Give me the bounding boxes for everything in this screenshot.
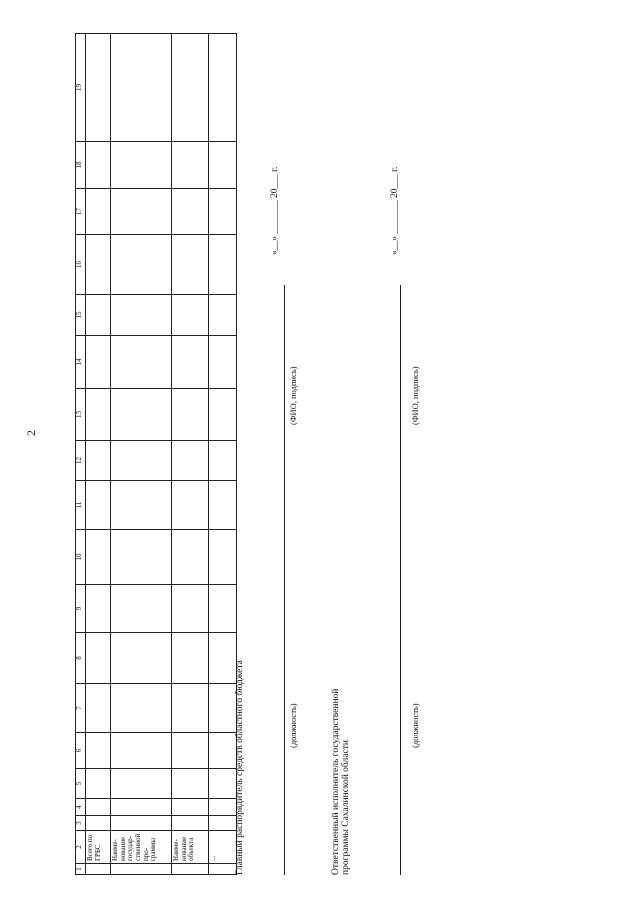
- signature-title: Главный распорядитель средств областного бюджета: [235, 660, 245, 875]
- date-field: «__» _______ 20___ г.: [390, 166, 400, 255]
- table-row: [111, 34, 172, 875]
- table-row: [209, 34, 237, 875]
- col-number: 12: [76, 441, 86, 481]
- col-number: 2: [76, 831, 86, 864]
- name-caption: (ФИО, подпись): [410, 366, 420, 425]
- date-field: «__» _______ 20___ г.: [270, 166, 280, 255]
- col-number: 19: [76, 34, 86, 142]
- col-number: 18: [76, 142, 86, 189]
- col-number: 10: [76, 530, 86, 585]
- col-number: 4: [76, 799, 86, 816]
- col-number: 11: [76, 481, 86, 530]
- col-number: 5: [76, 769, 86, 799]
- row-label: ...: [209, 831, 237, 864]
- rotated-form: [75, 35, 635, 875]
- col-number: 3: [76, 816, 86, 831]
- col-number: 13: [76, 389, 86, 441]
- row-label: Наиме-нование государ-ственной про-граммы: [111, 831, 172, 864]
- signature-title: Ответственный исполнитель государственной программы Сахалинской области: [331, 688, 351, 875]
- row-label: Наиме-нование объекта: [172, 831, 209, 864]
- signature-line: [284, 285, 285, 875]
- col-number: 15: [76, 295, 86, 336]
- col-number: 7: [76, 684, 86, 733]
- col-number: 14: [76, 336, 86, 389]
- position-caption: (должность): [288, 703, 298, 748]
- position-caption: (должность): [410, 703, 420, 748]
- signature-line: [400, 285, 401, 875]
- table-header-row: [76, 34, 86, 875]
- col-number: 1: [76, 864, 86, 875]
- name-caption: (ФИО, подпись): [288, 366, 298, 425]
- report-table: [75, 33, 237, 875]
- page-number: 2: [24, 430, 38, 436]
- col-number: 17: [76, 189, 86, 235]
- table-row: [86, 34, 111, 875]
- row-label: Всего по ГРБС: [86, 831, 111, 864]
- col-number: 6: [76, 733, 86, 769]
- col-number: 8: [76, 633, 86, 684]
- col-number: 16: [76, 235, 86, 295]
- col-number: 9: [76, 585, 86, 633]
- table-row: [172, 34, 209, 875]
